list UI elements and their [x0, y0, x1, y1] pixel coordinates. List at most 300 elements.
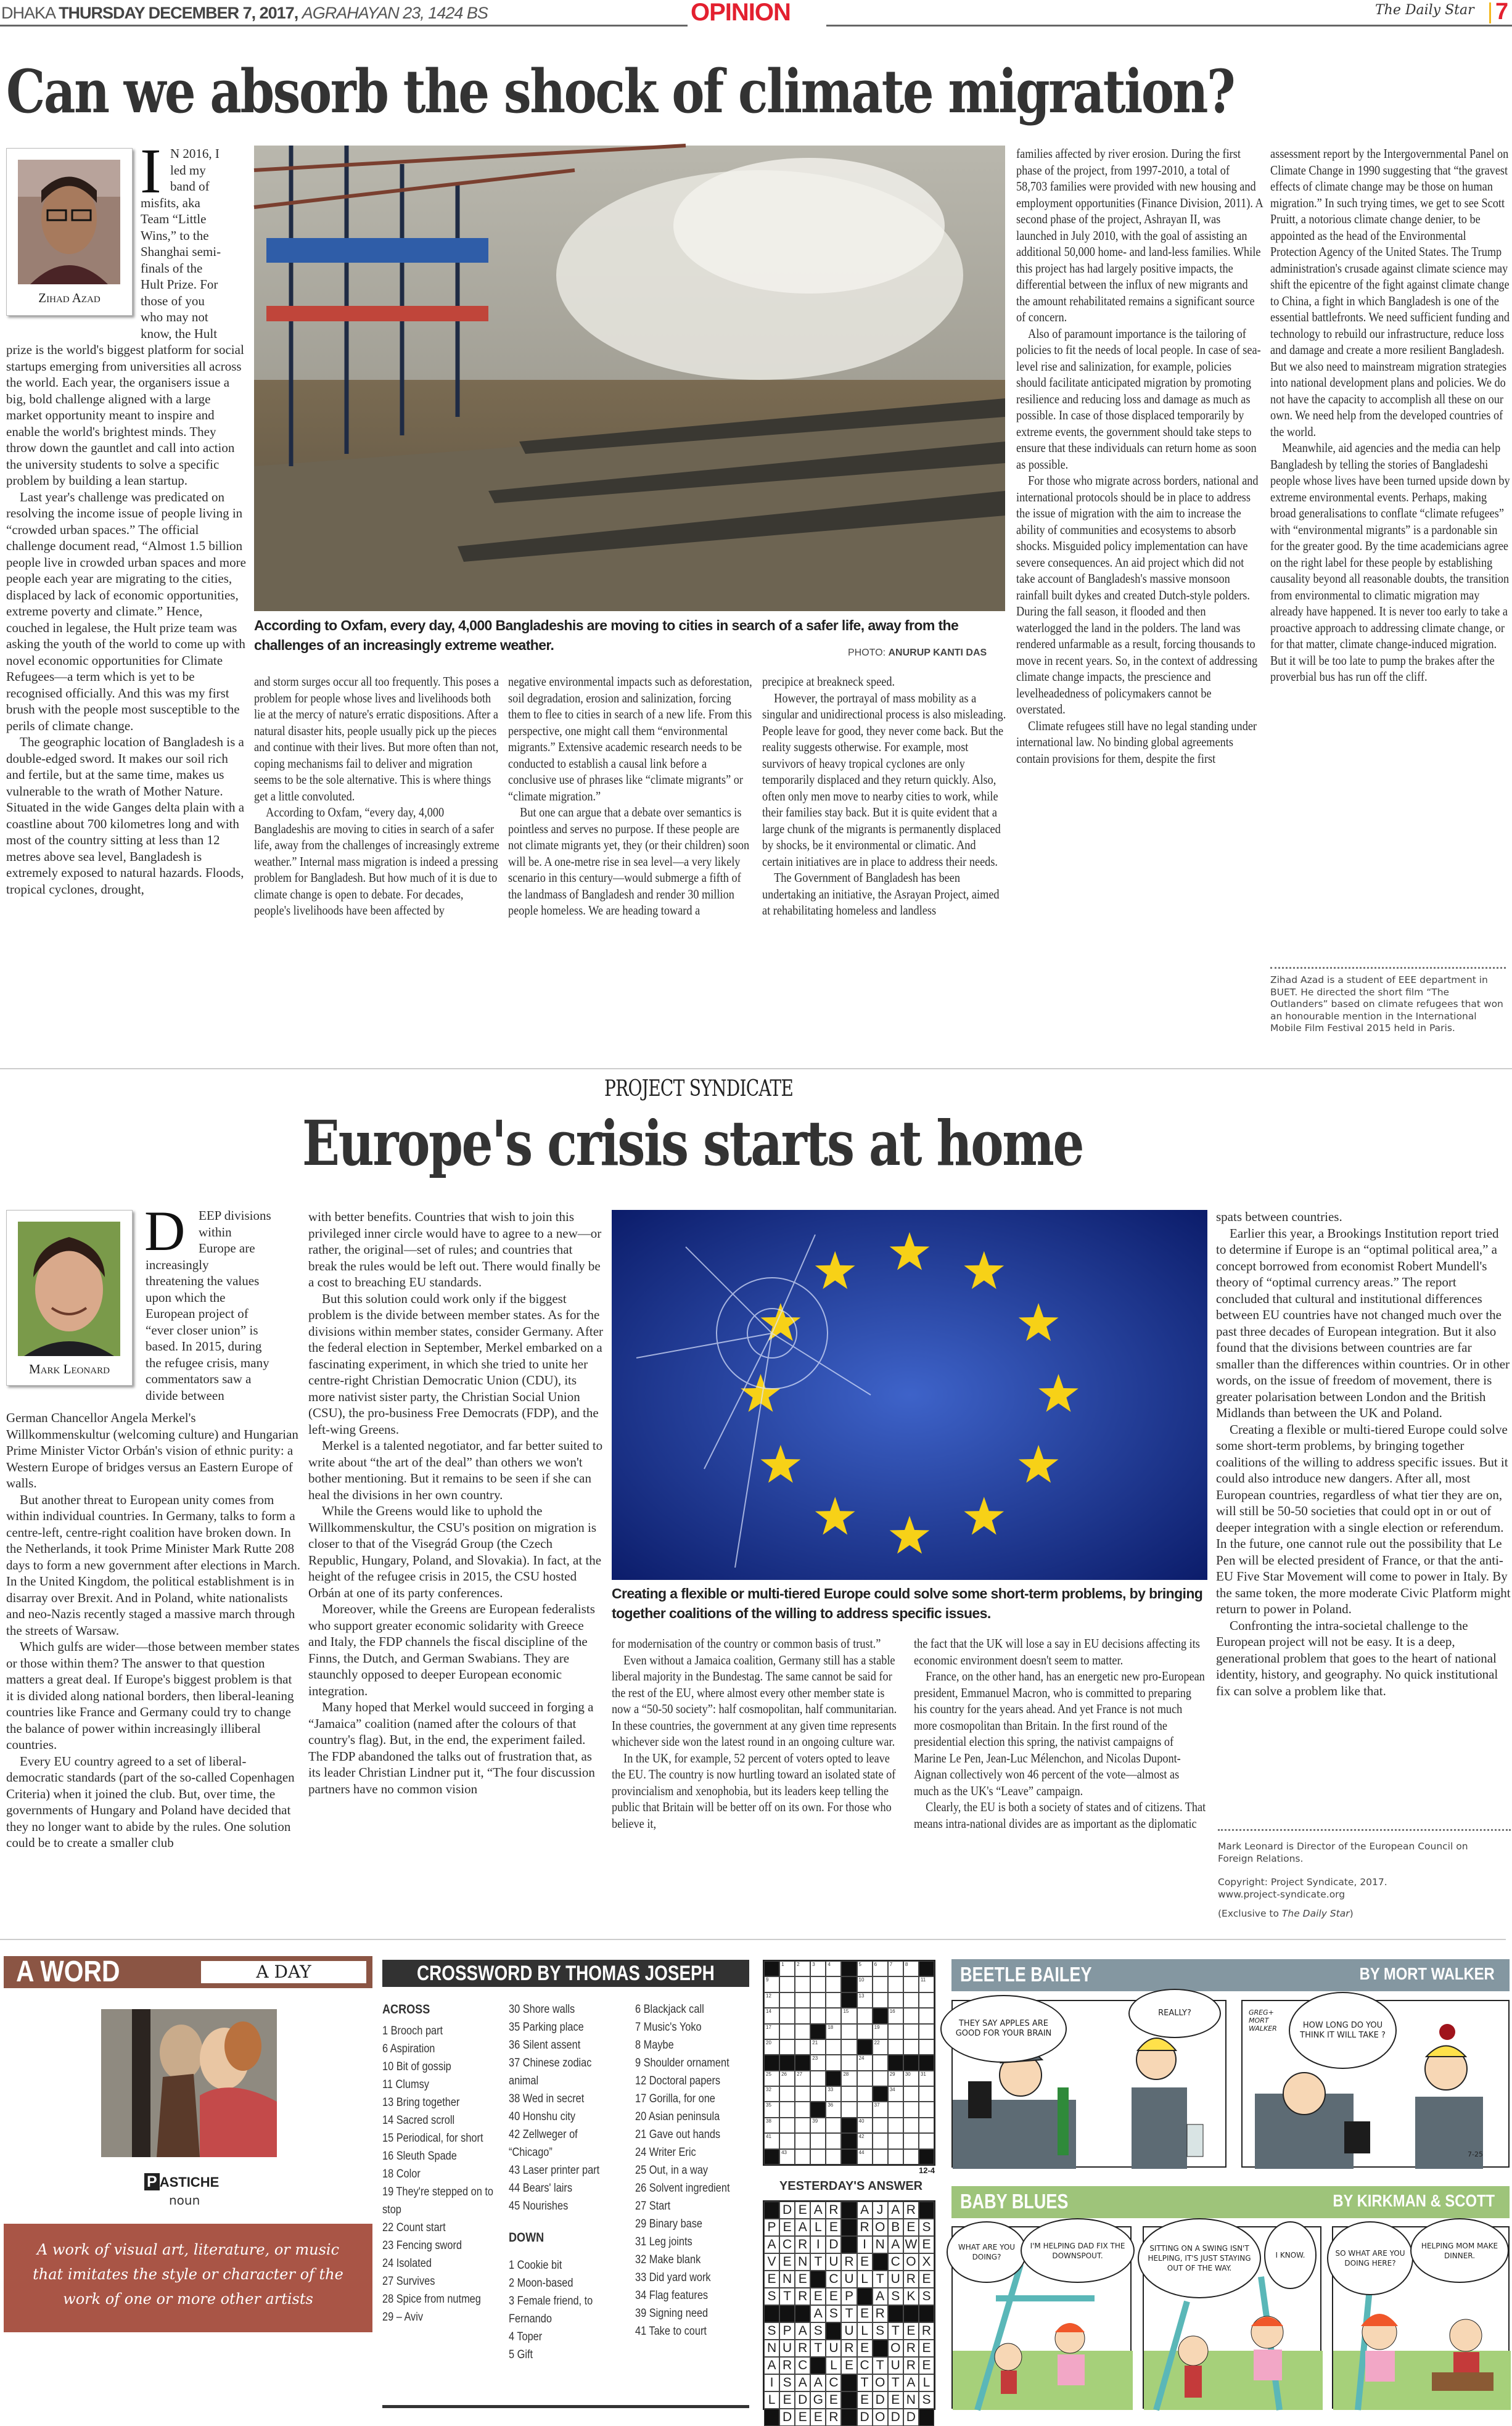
lead-line: EEP divisions	[199, 1208, 271, 1223]
grid-cell[interactable]	[903, 2086, 919, 2102]
paragraph: But this solution could work only if the biggest problem is the divide between member states. As for the divisions within member states, consider Germany. After the federal election in September, Merkel embarked on a fascinating experiment, in which she tried to unite her centre-right Christian Democratic Union (CDU), its more nativist sister party, the Christian Social Union (CSU), the pro-business Free Democrats (FDP), and the left-wing Greens.	[308, 1291, 604, 1437]
beetle-bailey-header	[951, 1959, 1510, 1991]
answer-cell: E	[888, 2391, 903, 2409]
lead-line: “ever closer union” is	[146, 1322, 258, 1338]
grid-cell[interactable]	[841, 2102, 857, 2117]
grid-cell[interactable]	[919, 1976, 934, 1992]
answer-cell: S	[764, 2322, 779, 2340]
grid-cell[interactable]	[873, 2055, 888, 2070]
black-square	[810, 2102, 826, 2117]
grid-cell[interactable]	[795, 1992, 810, 2008]
answer-cell: R	[795, 2236, 810, 2253]
answer-cell: X	[919, 2253, 934, 2271]
flood-photo	[254, 146, 1005, 611]
paragraph: Climate refugees still have no legal standing under international law. No binding global agreements contain provisions for them, despite the first	[1016, 718, 1257, 766]
black-square	[903, 2055, 919, 2070]
grid-cell[interactable]	[826, 2086, 841, 2102]
dateline: DHAKA THURSDAY DECEMBER 7, 2017, AGRAHAYAN 23, 1424 BS	[1, 4, 488, 22]
grid-cell[interactable]	[795, 2008, 810, 2023]
answer-cell: R	[841, 2340, 857, 2357]
photo-credit	[848, 648, 987, 659]
answer-cell: R	[903, 2357, 919, 2374]
grid-cell[interactable]	[764, 1976, 779, 1992]
syndicate-label: PROJECT SYNDICATE	[604, 1076, 794, 1101]
answer-cell: U	[826, 2253, 841, 2271]
grid-cell[interactable]	[857, 1976, 873, 1992]
clue: 19 They're stepped on to stop	[382, 2185, 493, 2216]
clue-number: 12	[766, 1992, 771, 1999]
author-bio: Zihad Azad is a student of EEE department in BUET. He directed the short film “The Outlanders” based on climate refugees that won an honourable mention in the International Mobile Film Festival 2015 held in Paris.	[1270, 974, 1503, 1034]
clue: 14 Sacred scroll	[382, 2114, 455, 2127]
grid-cell[interactable]	[919, 2008, 934, 2023]
section-divider	[0, 1068, 1512, 1069]
clue: 1 Brooch part	[382, 2025, 443, 2037]
answer-cell: L	[810, 2219, 826, 2236]
grid-cell[interactable]	[888, 2008, 903, 2023]
paragraph: According to Oxfam, “every day, 4,000 Bangladeshis are moving to cities in search of a safer life, away from the challenges of increasingly extreme weather.” Internal mass migration is indeed a pressing problem for Bangladesh. But how much of it is due to climate change is open to debate. For decades, people's livelihoods have been affected by	[254, 805, 499, 918]
black-square	[764, 2305, 779, 2322]
grid-cell[interactable]	[764, 2008, 779, 2023]
clue-number: 36	[828, 2102, 834, 2108]
grid-cell[interactable]	[795, 2024, 810, 2039]
clue-heading: DOWN	[509, 2231, 544, 2245]
clue-number: 38	[766, 2118, 771, 2124]
grid-cell[interactable]	[919, 2086, 934, 2102]
answer-cell: S	[919, 2219, 934, 2236]
clue-number: 7	[889, 1962, 893, 1967]
black-square	[857, 2288, 873, 2305]
grid-cell[interactable]	[873, 2149, 888, 2165]
paragraph: Every EU country agreed to a set of liberal-democratic standards (part of the so-called Copenhagen Criteria) when it joined the club. But, over time, the governments of Hungary and Poland have decided that they no longer want to abide by the rules. One solution could be to create a smaller club	[6, 1753, 295, 1850]
answer-cell: E	[903, 2322, 919, 2340]
comic-panel	[951, 2226, 1132, 2409]
author-photo	[18, 160, 120, 284]
black-square	[810, 2024, 826, 2039]
paragraph: However, the portrayal of mass mobility as a singular and unidirectional process is also misleading. People leave for good, they never come back. But the reality suggests otherwise. For example, most survivors of heavy tropical cyclones are only temporarily displaced and they return quickly. Also, often only men move to nearby cities to work, while their families stay back. But it is quite evident that a large chunk of the migrants is permanently displaced by shocks, be it environmental or climatic. And certain initiatives are in place to address their needs.	[762, 690, 1006, 869]
clue-number: 32	[766, 2087, 771, 2093]
answer-cell: N	[903, 2391, 919, 2409]
exclusive-note: (Exclusive to The Daily Star)	[1218, 1908, 1354, 1919]
clue: 30 Shore walls	[509, 2003, 575, 2016]
grid-cell[interactable]	[779, 1961, 795, 1976]
clue: 1 Cookie bit	[509, 2259, 562, 2272]
answer-cell: E	[919, 2236, 934, 2253]
grid-cell[interactable]	[795, 2133, 810, 2148]
grid-cell[interactable]	[857, 2102, 873, 2117]
author-bio: Mark Leonard is Director of the European Council on Foreign Relations.	[1218, 1841, 1468, 1864]
black-square	[841, 2409, 857, 2426]
grid-cell[interactable]	[826, 2039, 841, 2055]
grid-cell[interactable]	[888, 2133, 903, 2148]
answer-cell: B	[888, 2219, 903, 2236]
grid-cell[interactable]	[873, 2102, 888, 2117]
lead-line: N 2016, I	[170, 146, 220, 161]
black-square	[826, 2322, 841, 2340]
grid-cell[interactable]	[826, 2149, 841, 2165]
answer-cell: R	[919, 2322, 934, 2340]
grid-cell[interactable]	[873, 1976, 888, 1992]
grid-cell[interactable]	[779, 2149, 795, 2165]
article-column	[1270, 146, 1512, 685]
answer-cell: W	[903, 2236, 919, 2253]
grid-cell[interactable]	[764, 2024, 779, 2039]
paragraph: spats between countries.	[1216, 1209, 1342, 1224]
grid-cell[interactable]	[888, 2039, 903, 2055]
paragraph: German Chancellor Angela Merkel's Willkommenskultur (welcoming culture) and Hungarian Prime Minister Victor Orbán's vision of ethnic purity: a Western Europe of bridges versus an Eastern Europe of walls.	[6, 1410, 298, 1491]
clue-number: 28	[843, 2071, 849, 2077]
grid-cell[interactable]	[888, 1961, 903, 1976]
answer-cell: D	[857, 2409, 873, 2426]
article-headline: Europe's crisis starts at home	[302, 1107, 1083, 1180]
author-box	[6, 148, 133, 316]
answer-cell: A	[857, 2202, 873, 2219]
grid-cell[interactable]	[841, 2055, 857, 2070]
clue: 29 Binary base	[635, 2218, 703, 2231]
grid-cell[interactable]	[810, 2118, 826, 2133]
answer-cell: E	[919, 2357, 934, 2374]
lead-line: Hult Prize. For	[141, 277, 218, 292]
grid-cell[interactable]	[764, 2039, 779, 2055]
grid-cell[interactable]	[888, 1976, 903, 1992]
clue-number: 37	[874, 2102, 880, 2108]
grid-cell[interactable]	[873, 1961, 888, 1976]
answer-cell: A	[795, 2322, 810, 2340]
clue-number: 35	[766, 2102, 771, 2108]
clue: 4 Toper	[509, 2330, 543, 2343]
grid-cell[interactable]	[857, 2071, 873, 2086]
black-square	[841, 1961, 857, 1976]
clue-number: 31	[920, 2071, 926, 2077]
grid-cell[interactable]	[903, 2149, 919, 2165]
comic-panel	[1332, 2226, 1510, 2409]
syndicate-website[interactable]: www.project-syndicate.org	[1218, 1888, 1346, 1900]
section-title: OPINION	[691, 0, 791, 26]
grid-cell[interactable]	[888, 2149, 903, 2165]
grid-cell[interactable]	[826, 2024, 841, 2039]
grid-cell[interactable]	[903, 1961, 919, 1976]
answer-cell: D	[888, 2409, 903, 2426]
grid-cell[interactable]	[826, 2102, 841, 2117]
grid-cell[interactable]	[826, 1961, 841, 1976]
grid-cell[interactable]	[857, 2086, 873, 2102]
grid-cell[interactable]	[841, 2071, 857, 2086]
grid-cell[interactable]	[873, 2024, 888, 2039]
answer-cell: D	[826, 2236, 841, 2253]
answer-cell: E	[795, 2271, 810, 2288]
grid-cell[interactable]	[873, 2118, 888, 2133]
grid-cell[interactable]	[919, 2039, 934, 2055]
clue: 7 Music's Yoko	[635, 2021, 702, 2034]
answer-cell: E	[795, 2409, 810, 2426]
grid-cell[interactable]	[810, 2039, 826, 2055]
grid-cell[interactable]	[841, 2008, 857, 2023]
grid-cell[interactable]	[764, 2133, 779, 2148]
clue: 3 Female friend, to Fernando	[509, 2295, 593, 2325]
answer-cell: A	[888, 2202, 903, 2219]
grid-cell[interactable]	[857, 1961, 873, 1976]
black-square	[795, 2305, 810, 2322]
clue: 32 Make blank	[635, 2253, 701, 2266]
divider	[1270, 967, 1506, 969]
masthead	[0, 0, 1512, 28]
black-square	[810, 2357, 826, 2374]
divider	[1218, 1829, 1511, 1831]
comic-byline: BY MORT WALKER	[1359, 1964, 1495, 1983]
grid-cell[interactable]	[841, 2024, 857, 2039]
clue: 15 Periodical, for short	[382, 2132, 483, 2145]
answer-cell: A	[873, 2288, 888, 2305]
answer-cell: D	[779, 2409, 795, 2426]
answer-cell: S	[826, 2305, 841, 2322]
grid-cell[interactable]	[779, 1992, 795, 2008]
grid-cell[interactable]	[919, 2133, 934, 2148]
comic-panel	[1143, 2226, 1321, 2409]
paragraph: The Government of Bangladesh has been undertaking an initiative, the Asrayan Project, aimed at rehabilitating homeless and landless	[762, 870, 1000, 918]
lead-line: know, the Hult	[141, 326, 218, 341]
paragraph: prize is the world's biggest platform for social startups emerging from universities all across the world. Each year, the organisers issue a big, bold challenge aligned with a large market opportunity meant to inspire and enable the world's brightest minds. They throw down the gauntlet and call into action the university students to solve a specific problem by building a lean startup.	[6, 342, 244, 488]
clue: 31 Leg joints	[635, 2235, 692, 2248]
word-rest: ASTICHE	[159, 2174, 220, 2190]
grid-cell[interactable]	[795, 2118, 810, 2133]
answer-cell: V	[764, 2253, 779, 2271]
speech-bubble: SITTING ON A SWING ISN'T HELPING, IT'S JUST STAYING OUT OF THE WAY.	[1138, 2218, 1261, 2298]
answer-cell: A	[903, 2374, 919, 2391]
black-square	[919, 2202, 934, 2219]
lead-line: misfits, aka	[141, 195, 200, 210]
grid-cell[interactable]	[795, 1961, 810, 1976]
answer-cell: A	[795, 2374, 810, 2391]
clue-number: 30	[905, 2071, 911, 2077]
grid-cell[interactable]	[826, 2008, 841, 2023]
answer-cell: A	[810, 2202, 826, 2219]
crossword-grid[interactable]	[763, 1960, 935, 2166]
grid-cell[interactable]	[888, 2102, 903, 2117]
grid-cell[interactable]	[903, 2071, 919, 2086]
grid-cell[interactable]	[919, 1992, 934, 2008]
grid-cell[interactable]	[779, 2102, 795, 2117]
grid-cell[interactable]	[764, 2071, 779, 2086]
clue: 35 Parking place	[509, 2021, 584, 2034]
grid-cell[interactable]	[795, 2149, 810, 2165]
grid-cell[interactable]	[903, 2024, 919, 2039]
word-a-day	[4, 1956, 374, 2412]
black-square	[764, 2409, 779, 2426]
grid-cell[interactable]	[810, 2133, 826, 2148]
speech-bubble: THEY SAY APPLES ARE GOOD FOR YOUR BRAIN	[940, 1995, 1067, 2063]
grid-cell[interactable]	[779, 2024, 795, 2039]
grid-cell[interactable]	[841, 2039, 857, 2055]
clue-number: 16	[889, 2009, 895, 2015]
answer-cell: E	[826, 2219, 841, 2236]
grid-cell[interactable]	[873, 2133, 888, 2148]
grid-cell[interactable]	[795, 1976, 810, 1992]
clue: 37 Chinese zodiac animal	[509, 2057, 592, 2087]
photo-caption: Creating a flexible or multi-tiered Europe could solve some short-term problems, by bringing together coalitions of the willing to address specific issues.	[612, 1585, 1203, 1621]
answer-cell: U	[826, 2340, 841, 2357]
answer-cell: E	[857, 2391, 873, 2409]
clue-number: 22	[874, 2039, 880, 2046]
answer-cell: R	[795, 2288, 810, 2305]
grid-cell[interactable]	[779, 2008, 795, 2023]
grid-cell[interactable]	[919, 2024, 934, 2039]
grid-cell[interactable]	[779, 1976, 795, 1992]
grid-cell[interactable]	[826, 2055, 841, 2070]
answer-cell: E	[841, 2357, 857, 2374]
paragraph: for modernisation of the country or common basis of trust.”	[612, 1636, 881, 1651]
answer-cell: K	[903, 2288, 919, 2305]
grid-cell[interactable]	[903, 2008, 919, 2023]
grid-cell[interactable]	[764, 2118, 779, 2133]
black-square	[919, 2149, 934, 2165]
paragraph: Creating a flexible or multi-tiered Europe could solve some short-term problems, by bringing together coalitions of the willing to address specific issues. But it could also introduce new dangers. After all, most European countries, regardless of what tier they are on, will still be 50-50 societies that could opt in or out of deeper integration with a single election or referendum. In the future, one cannot rule out the possibility that Le Pen will be elected president of France, or that the anti-EU Five Star Movement will come to power in Italy. By the same token, the more moderate Civic Platform might return to power in Poland.	[1216, 1421, 1511, 1616]
word-a-day-header	[4, 1956, 372, 1988]
grid-cell[interactable]	[779, 2086, 795, 2102]
grid-cell[interactable]	[810, 2086, 826, 2102]
grid-cell[interactable]	[903, 2039, 919, 2055]
grid-cell[interactable]	[810, 2149, 826, 2165]
grid-cell[interactable]	[873, 2071, 888, 2086]
answer-grid	[763, 2200, 935, 2424]
answer-cell: C	[888, 2253, 903, 2271]
answer-cell: E	[919, 2271, 934, 2288]
grid-cell[interactable]	[764, 2086, 779, 2102]
black-square	[873, 2086, 888, 2102]
grid-cell[interactable]	[903, 1992, 919, 2008]
grid-cell[interactable]	[810, 1992, 826, 2008]
grid-cell[interactable]	[857, 2149, 873, 2165]
grid-cell[interactable]	[779, 2039, 795, 2055]
clue-number: 18	[828, 2024, 834, 2030]
answer-cell: E	[919, 2340, 934, 2357]
grid-cell[interactable]	[779, 2118, 795, 2133]
grid-cell[interactable]	[810, 2055, 826, 2070]
grid-cell[interactable]	[779, 2133, 795, 2148]
grid-cell[interactable]	[810, 1976, 826, 1992]
black-square	[779, 2305, 795, 2322]
grid-cell[interactable]	[903, 2102, 919, 2117]
paragraph: While the Greens would like to uphold the Willkommenskultur, the CSU's position on migration is closer to that of the Visegrád Group (the Czech Republic, Hungary, Poland, and Slovakia). In fact, at the height of the refugee crisis in 2015, the CSU hosted Orbán at one of its party conferences.	[308, 1503, 602, 1600]
answer-cell: U	[888, 2271, 903, 2288]
lead-line: band of	[170, 179, 210, 194]
grid-cell[interactable]	[919, 2071, 934, 2086]
grid-cell[interactable]	[857, 2055, 873, 2070]
grid-cell[interactable]	[826, 1992, 841, 2008]
article-column	[762, 673, 1009, 919]
answer-cell: E	[795, 2202, 810, 2219]
grid-cell[interactable]	[764, 1992, 779, 2008]
grid-cell[interactable]	[795, 2086, 810, 2102]
speech-bubble: SO WHAT ARE YOU DOING HERE?	[1327, 2221, 1413, 2295]
answer-cell: C	[779, 2236, 795, 2253]
word-initial: P	[144, 2173, 160, 2190]
grid-cell[interactable]	[795, 2102, 810, 2117]
answer-cell: E	[810, 2409, 826, 2426]
answer-cell: R	[903, 2202, 919, 2219]
definition: A work of visual art, literature, or music that imitates the style or character of the work of one or more other artists	[33, 2241, 343, 2308]
newspaper-logo: The Daily Star	[1375, 2, 1474, 18]
grid-cell[interactable]	[888, 1992, 903, 2008]
grid-cell[interactable]	[826, 2118, 841, 2133]
drop-cap: I	[140, 136, 162, 207]
answer-cell: R	[826, 2409, 841, 2426]
answer-title: YESTERDAY'S ANSWER	[779, 2179, 923, 2193]
grid-cell[interactable]	[795, 2039, 810, 2055]
paragraph: families affected by river erosion. During the first phase of the project, from 1997-2010, a total of 58,703 families were provided with new housing and employment opportunities (Finance Division, 2011). A second phase of the project, Ashrayan II, was launched in July 2010, with the goal of assisting an additional 50,000 home- and land-less families. While this project has had largely positive impacts, the differential between the influx of new migrants and the amount rehabilitated remains a significant source of concern.	[1016, 146, 1263, 324]
grid-cell[interactable]	[779, 2071, 795, 2086]
black-square	[841, 2133, 857, 2148]
answer-cell: N	[873, 2236, 888, 2253]
paragraph: In the UK, for example, 52 percent of voters opted to leave the EU. The country is now hurtling toward an isolated state of provincialism and xenophobia, but its leaders keep telling the public that Britain will be better off on its own. For those who believe it,	[612, 1750, 896, 1831]
grid-cell[interactable]	[857, 2133, 873, 2148]
grid-cell[interactable]	[810, 2008, 826, 2023]
drop-cap: D	[144, 1199, 186, 1262]
grid-cell[interactable]	[903, 2118, 919, 2133]
crossword-clues	[382, 2000, 758, 2414]
grid-cell[interactable]	[857, 2024, 873, 2039]
article-headline: Can we absorb the shock of climate migration?	[6, 57, 1235, 126]
grid-cell[interactable]	[888, 2024, 903, 2039]
speech-bubble: REALLY?	[1128, 1989, 1221, 2038]
grid-cell[interactable]	[795, 2071, 810, 2086]
grid-cell[interactable]	[873, 2039, 888, 2055]
answer-cell: S	[919, 2391, 934, 2409]
clue: 29 – Aviv	[382, 2311, 424, 2324]
grid-cell[interactable]	[857, 2118, 873, 2133]
grid-cell[interactable]	[826, 1976, 841, 1992]
grid-cell[interactable]	[919, 2102, 934, 2117]
answer-cell: T	[888, 2374, 903, 2391]
black-square	[779, 2055, 795, 2070]
author-name: Zihad Azad	[38, 290, 101, 305]
grid-cell[interactable]	[810, 2071, 826, 2086]
article-column	[914, 1635, 1207, 1832]
grid-cell[interactable]	[857, 1992, 873, 2008]
answer-cell: P	[764, 2219, 779, 2236]
grid-cell[interactable]	[888, 2071, 903, 2086]
clue-number: 24	[858, 2055, 865, 2062]
grid-cell[interactable]	[919, 2118, 934, 2133]
grid-cell[interactable]	[841, 2086, 857, 2102]
paragraph: Merkel is a talented negotiator, and far better suited to write about “the art of the deal” than others we won't bother mentioning. But it remains to be seen if she can heal the divisions in her own country.	[308, 1438, 603, 1502]
grid-cell[interactable]	[857, 2008, 873, 2023]
grid-cell[interactable]	[888, 2118, 903, 2133]
answer-cell: I	[764, 2374, 779, 2391]
grid-cell[interactable]	[826, 2133, 841, 2148]
grid-cell[interactable]	[903, 1976, 919, 1992]
grid-cell[interactable]	[873, 1992, 888, 2008]
answer-cell: U	[779, 2340, 795, 2357]
author-box	[6, 1210, 133, 1386]
grid-cell[interactable]	[903, 2133, 919, 2148]
paragraph: Even without a Jamaica coalition, Germany still has a stable liberal majority in the Bundestag. The same cannot be said for the rest of the EU, where almost every other member state is now a “50-50 society”: half cosmopolitan, half communitarian. In these countries, the government at any given time represents whichever side won the latest round in an ongoing culture war.	[612, 1652, 897, 1749]
black-square	[873, 2340, 888, 2357]
grid-date: 12-4	[919, 2166, 935, 2175]
clue-number: 9	[766, 1977, 769, 1983]
black-square	[841, 2391, 857, 2409]
grid-cell[interactable]	[810, 1961, 826, 1976]
grid-cell[interactable]	[764, 2102, 779, 2117]
answer-cell: R	[826, 2202, 841, 2219]
answer-cell: I	[810, 2236, 826, 2253]
grid-cell[interactable]	[888, 2086, 903, 2102]
clue: 6 Aspiration	[382, 2042, 435, 2055]
lead-text	[146, 1207, 300, 1404]
photo-caption: According to Oxfam, every day, 4,000 Bangladeshis are moving to cities in search of a safer life, away from the challenges of an increasingly extreme weather.	[254, 617, 959, 653]
answer-cell: U	[841, 2271, 857, 2288]
answer-cell: T	[857, 2374, 873, 2391]
answer-cell: E	[810, 2288, 826, 2305]
clue-number: 15	[843, 2009, 849, 2015]
